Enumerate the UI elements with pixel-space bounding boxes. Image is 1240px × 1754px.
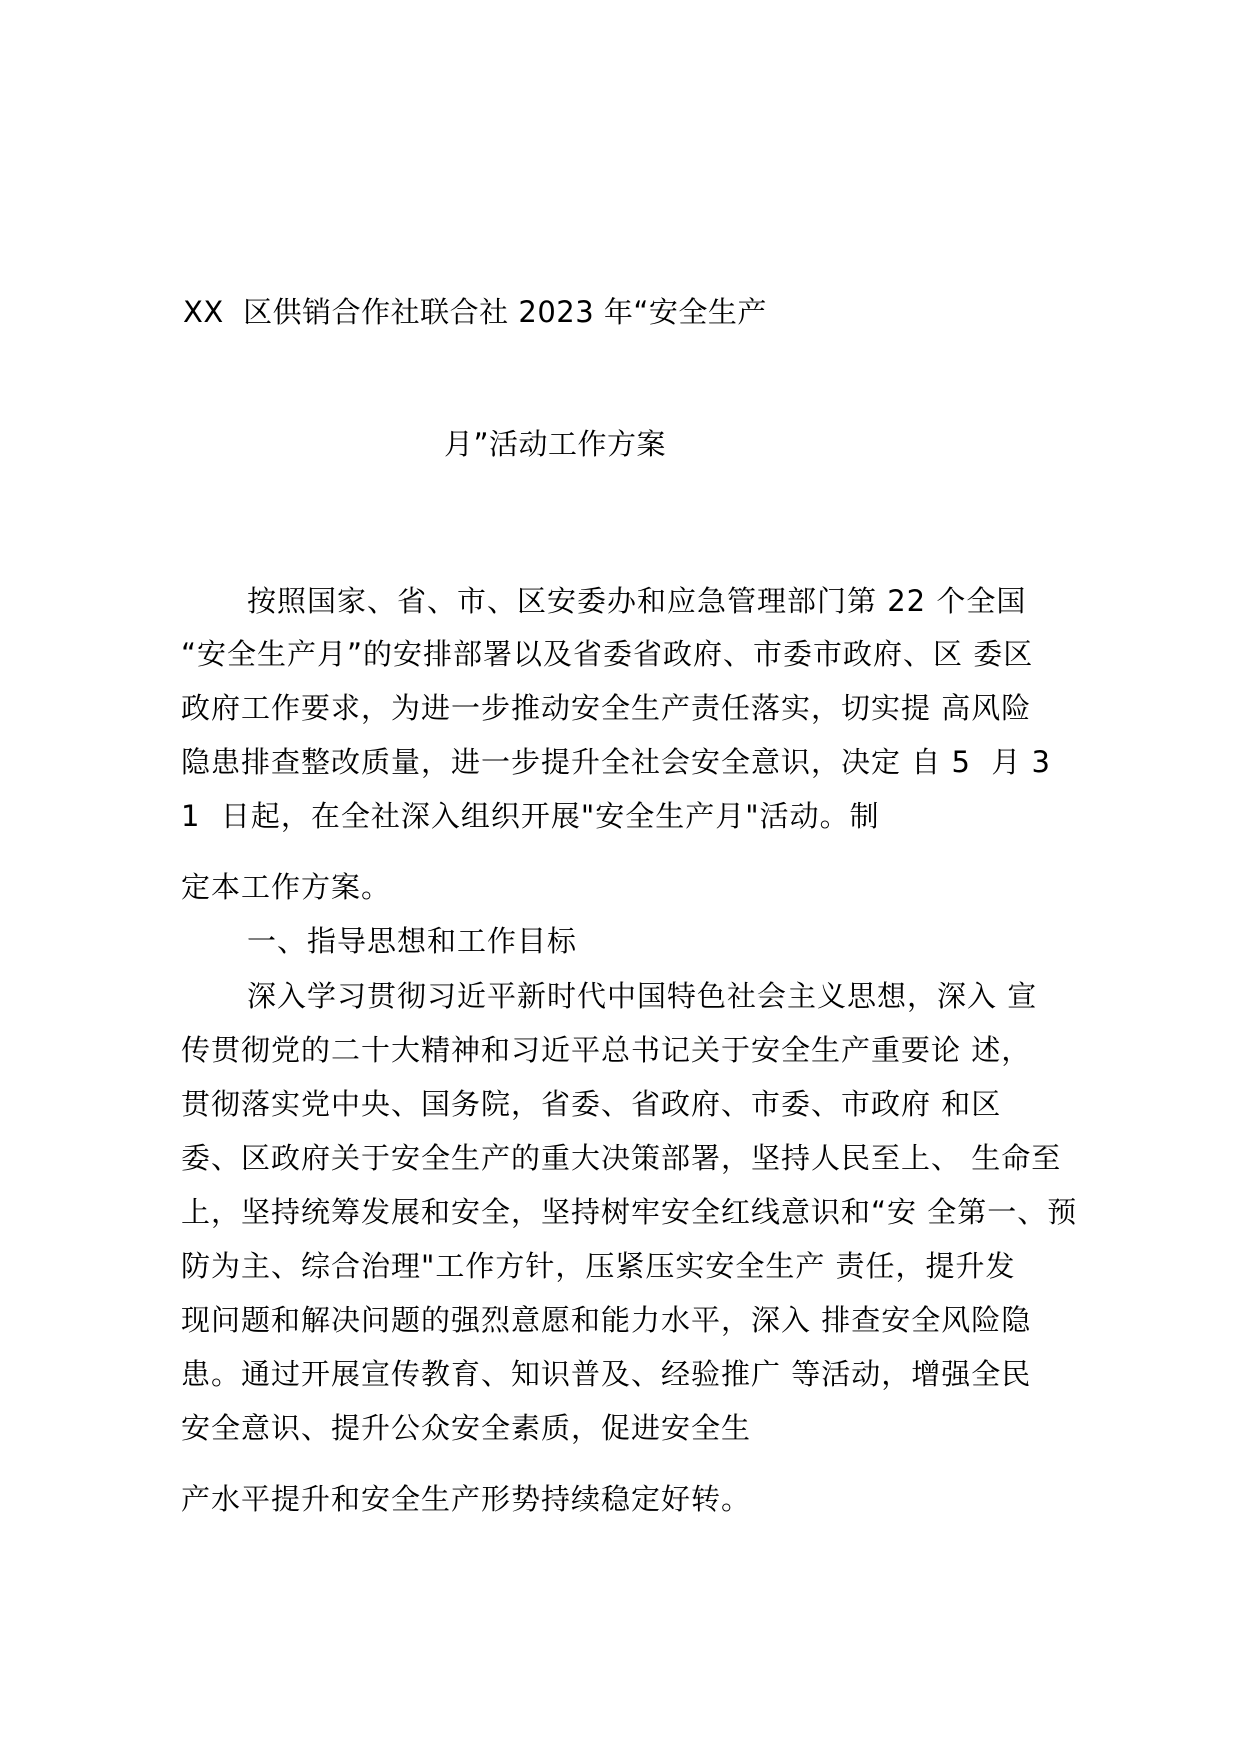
document-title-line-2: 月”活动工作方案 [444,427,667,461]
paragraph-line: 定本工作方案。 [181,870,392,904]
paragraph-line: 上，坚持统筹发展和安全，坚持树牢安全红线意识和“安 全第一、预 [181,1195,1078,1229]
paragraph-line: 产水平提升和安全生产形势持续稳定好转。 [181,1482,752,1516]
paragraph-line: 传贯彻党的二十大精神和习近平总书记关于安全生产重要论 述， [181,1033,1032,1067]
document-title-line-1: XX 区供销合作社联合社 2023 年“安全生产 [183,295,767,329]
paragraph-line: 委、区政府关于安全生产的重大决策部署，坚持人民至上、 生命至 [181,1141,1062,1175]
paragraph-line: 政府工作要求，为进一步推动安全生产责任落实，切实提 高风险 [181,691,1032,725]
section-heading: 一、指导思想和工作目标 [247,924,578,958]
paragraph-line: 深入学习贯彻习近平新时代中国特色社会主义思想，深入 宣 [247,979,1038,1013]
paragraph-line: 1 日起，在全社深入组织开展"安全生产月"活动。制 [181,799,880,833]
paragraph-line: 防为主、综合治理"工作方针，压紧压实安全生产 责任，提升发 [181,1249,1016,1283]
paragraph-line: “安全生产月”的安排部署以及省委省政府、市委市政府、区 委区 [181,637,1034,671]
paragraph-line: 隐患排查整改质量，进一步提升全社会安全意识，决定 自 5 月 3 [181,745,1051,779]
paragraph-line: 安全意识、提升公众安全素质，促进安全生 [181,1411,752,1445]
paragraph-line: 患。通过开展宣传教育、知识普及、经验推广 等活动，增强全民 [181,1357,1032,1391]
paragraph-line: 按照国家、省、市、区安委办和应急管理部门第 22 个全国 [247,584,1027,618]
paragraph-line: 现问题和解决问题的强烈意愿和能力水平，深入 排查安全风险隐 [181,1303,1032,1337]
paragraph-line: 贯彻落实党中央、国务院，省委、省政府、市委、市政府 和区 [181,1087,1002,1121]
